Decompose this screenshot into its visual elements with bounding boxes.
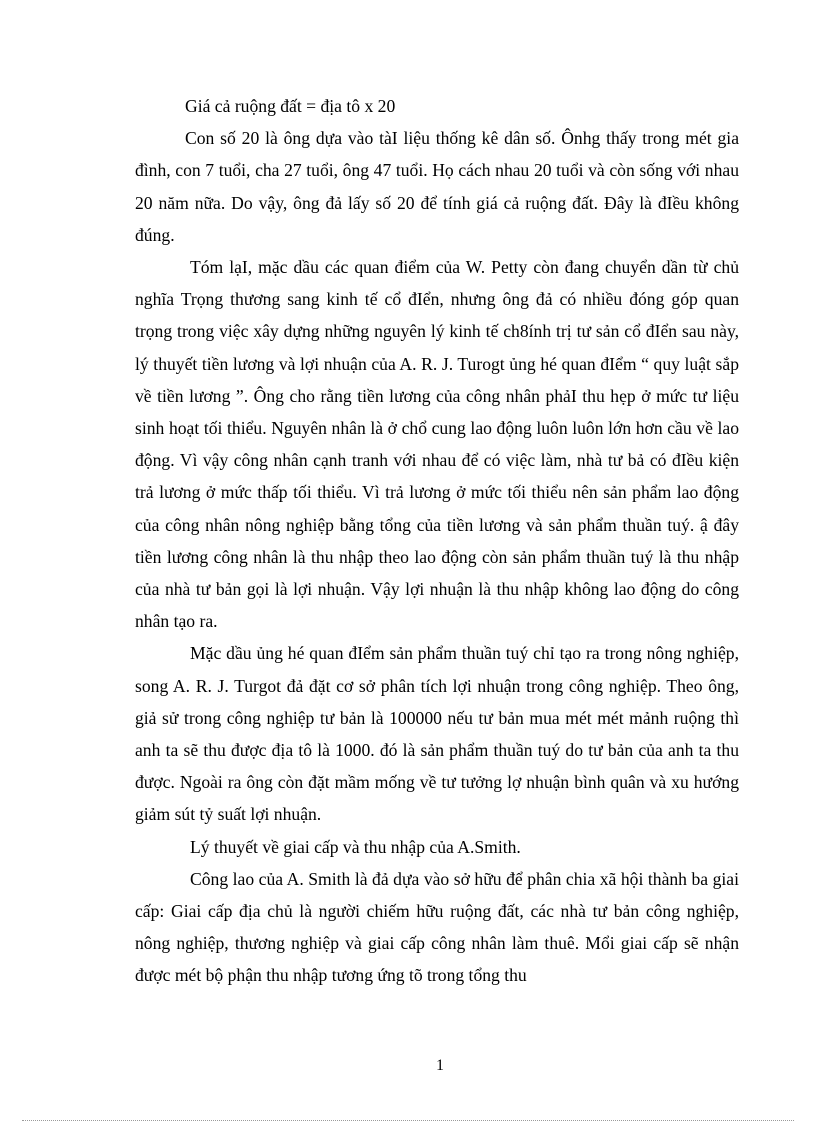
page-bottom-border [22, 1120, 794, 1121]
paragraph-turgot-profit: Mặc dầu ủng hé quan đIểm sản phẩm thuần tuý chỉ tạo ra trong nông nghiệp, song A. R. J. Turgot đả đặt cơ sở phân tích lợi nhuận trong công nghiệp. Theo ông, giả sử trong công nghiệp tư bản là 100000 nếu tư bản mua mét mét mảnh ruộng thì anh ta sẽ thu được địa tô là 1000. đó là sản phẩm thuần tuý do tư bản của anh ta thu được. Ngoài ra ông còn đặt mầm mống về tư tưởng lợ nhuận bình quân và xu hướng giảm sút tỷ suất lợi nhuận. [135, 643, 739, 825]
body-text [135, 90, 739, 992]
paragraph-summary-petty-turgot: Tóm lạI, mặc dầu các quan điểm của W. Petty còn đang chuyển dần từ chủ nghĩa Trọng thương sang kinh tế cổ đIển, nhưng ông đả có nhiều đóng góp quan trọng trong việc xây dựng những nguyên lý kinh tế ch8ính trị tư sản cổ đIển sau này, lý thuyết tiền lương và lợi nhuận của A. R. J. Turogt ủng hé quan đIểm “ quy luật sắp về tiền lương ”. Ông cho rằng tiền lương của công nhân phảI thu hẹp ở mức tư liệu sinh hoạt tối thiểu. Nguyên nhân là ở chổ cung lao động luôn luôn lớn hơn cầu về lao động. Vì vậy công nhân cạnh tranh với nhau để có việc làm, nhà tư bả có đIều kiện trả lương ở mức thấp tối thiểu. Vì trả lương ở mức tối thiểu nên sản phẩm lao động của công nhân nông nghiệp bằng tổng của tiền lương và sản phẩm thuần tuý. ậ đây tiền lương công nhân là thu nhập theo lao động còn sản phẩm thuần tuý là thu nhập của nhà tư bản gọi là lợi nhuận. Vậy lợi nhuận là thu nhập không lao động do công nhân tạo ra. [135, 257, 739, 632]
page-number: 1 [436, 1057, 444, 1074]
paragraph-smith-classes: Công lao của A. Smith là đả dựa vào sở hữu để phân chia xã hội thành ba giai cấp: Giai cấp địa chủ là người chiếm hữu ruộng đất, các nhà tư bản công nghiệp, nông nghiệp, thương nghiệp và giai cấp công nhân làm thuê. Mổi giai cấp sẽ nhận được mét bộ phận thu nhập tương ứng tõ trong tổng thu [135, 868, 739, 986]
paragraph-number-20: Con số 20 là ông dựa vào tàI liệu thống kê dân số. Ônhg thấy trong mét gia đình, con 7 tuổi, cha 27 tuổi, ông 47 tuổi. Họ cách nhau 20 tuổi và còn sống với nhau 20 năm nữa. Do vậy, ông đả lấy số 20 để tính giá cả ruộng đất. Đây là đIều không đúng. [135, 128, 739, 245]
paragraph-formula: Giá cả ruộng đất = địa tô x 20 [185, 96, 396, 116]
section-heading-smith: Lý thuyết về giai cấp và thu nhập của A.Smith. [190, 836, 521, 857]
